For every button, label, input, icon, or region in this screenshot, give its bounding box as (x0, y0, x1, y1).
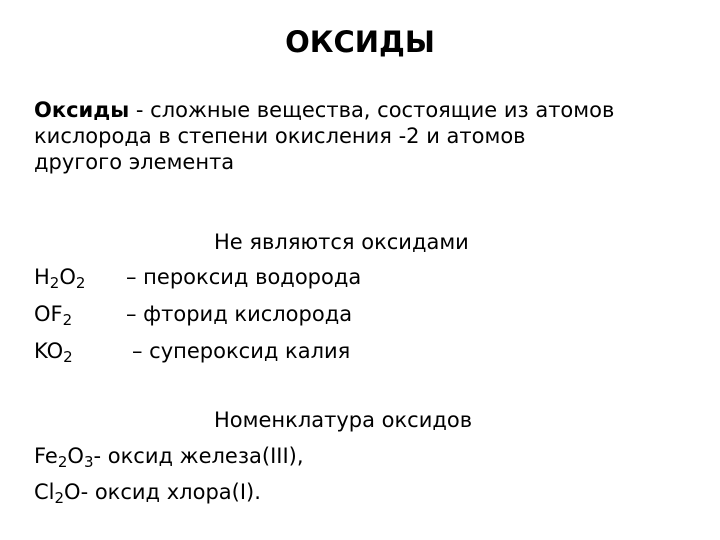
nomenclature-item-cl2o (34, 479, 261, 505)
description-ko2: – супероксид калия (132, 339, 351, 363)
definition-paragraph (34, 97, 704, 175)
formula-h2o2: $H_2O_2$ (34, 265, 86, 292)
slide-title: ОКСИДЫ (285, 25, 435, 59)
description-h2o2: – пероксид водорода (126, 265, 362, 289)
description-fe2o3: - оксид железа(III), (93, 444, 304, 468)
definition-line-3: другого элемента (34, 150, 235, 174)
nomenclature-heading: Номенклатура оксидов (214, 408, 473, 432)
not-oxides-heading: Не являются оксидами (214, 230, 469, 254)
description-of2: – фторид кислорода (126, 302, 353, 326)
formula-cl2o: $Cl_2O$ (34, 480, 81, 507)
description-cl2o: - оксид хлора(I). (80, 480, 261, 504)
not-oxide-item-ko2 (34, 338, 350, 364)
not-oxide-item-of2 (34, 301, 352, 327)
not-oxide-item-h2o2 (34, 264, 361, 290)
definition-line-1-text: - сложные вещества, состоящие из атомов (129, 98, 615, 122)
nomenclature-item-fe2o3 (34, 443, 304, 469)
definition-line-1 (34, 97, 704, 123)
formula-ko2: $KO_2$ (34, 339, 73, 366)
formula-fe2o3: $Fe_2O_3$ (34, 444, 94, 471)
definition-line-2: кислорода в степени окисления -2 и атомов (34, 124, 526, 148)
formula-of2: $OF_2$ (34, 302, 73, 329)
definition-term: Оксиды (34, 98, 130, 122)
